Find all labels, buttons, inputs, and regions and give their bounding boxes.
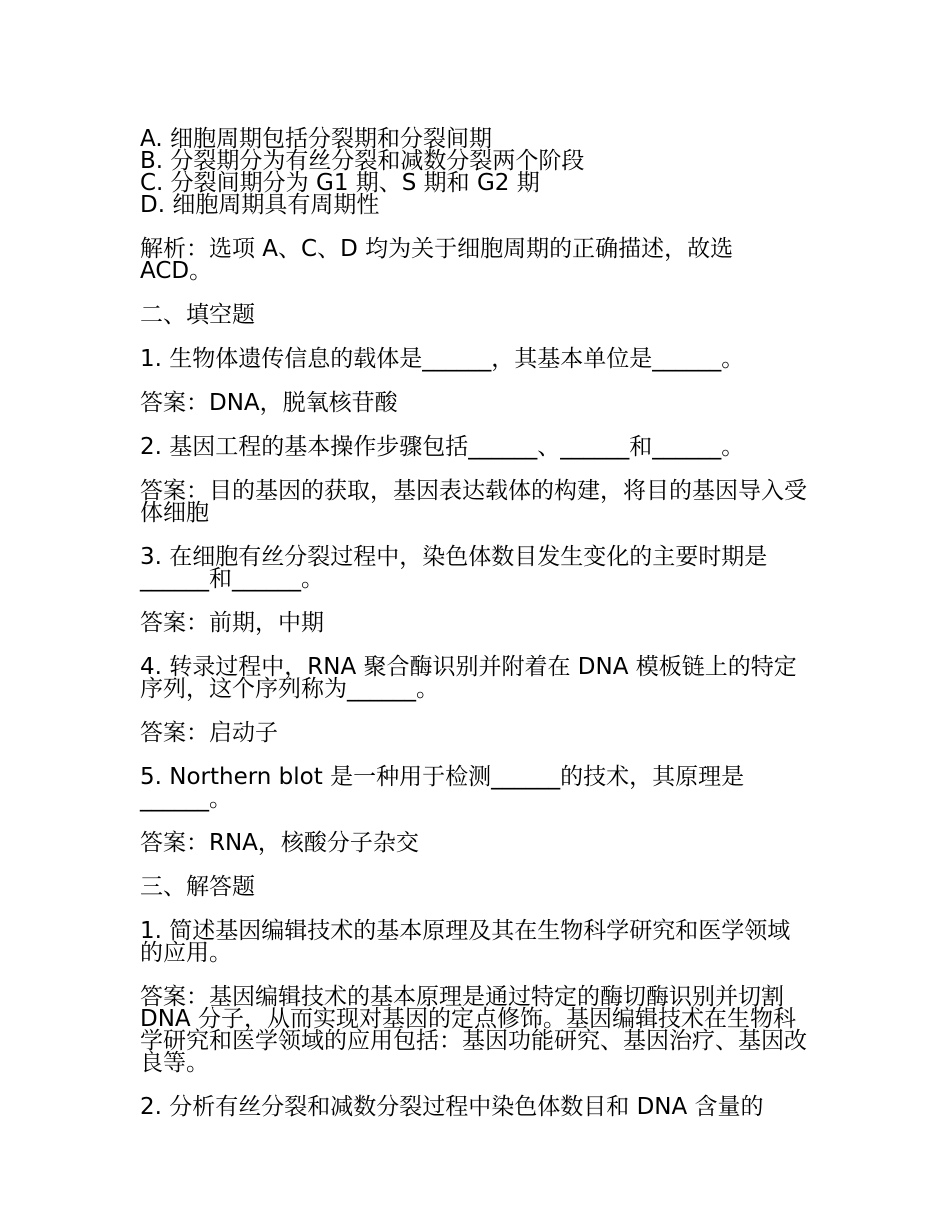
document-page bbox=[140, 128, 812, 1118]
fill-question-1: 1. 生物体遗传信息的载体是______，其基本单位是______。 bbox=[140, 346, 745, 372]
essay-question-1: 1. 简述基因编辑技术的基本原理及其在生物科学研究和医学领域的应用。 bbox=[140, 918, 791, 966]
fill-question-2: 2. 基因工程的基本操作步骤包括______、______和______。 bbox=[140, 434, 745, 460]
fill-answer-5: 答案：RNA，核酸分子杂交 bbox=[140, 830, 419, 856]
fill-question-3: 3. 在细胞有丝分裂过程中，染色体数目发生变化的主要时期是______和______。 bbox=[140, 544, 768, 592]
essay-question-2: 2. 分析有丝分裂和减数分裂过程中染色体数目和 DNA 含量的 bbox=[140, 1094, 764, 1120]
fill-answer-3: 答案：前期，中期 bbox=[140, 610, 324, 636]
option-list bbox=[140, 128, 812, 216]
fill-question-5: 5. Northern blot 是一种用于检测______的技术，其原理是______。 bbox=[140, 764, 745, 812]
option-c: C. 分裂间期分为 G1 期、S 期和 G2 期 bbox=[140, 170, 540, 196]
section-title-fill: 二、填空题 bbox=[140, 302, 255, 328]
section-title-essay: 三、解答题 bbox=[140, 874, 255, 900]
essay-answer-1: 答案：基因编辑技术的基本原理是通过特定的酶切酶识别并切割 DNA 分子，从而实现对基因的定点修饰。基因编辑技术在生物科学研究和医学领域的应用包括：基因功能研究、基因治疗、基因改良等。 bbox=[140, 984, 807, 1076]
analysis-text: 解析：选项 A、C、D 均为关于细胞周期的正确描述，故选 ACD。 bbox=[140, 236, 734, 284]
fill-answer-4: 答案：启动子 bbox=[140, 720, 278, 746]
fill-answer-1: 答案：DNA，脱氧核苷酸 bbox=[140, 390, 398, 416]
fill-question-4: 4. 转录过程中，RNA 聚合酶识别并附着在 DNA 模板链上的特定序列，这个序列称为______。 bbox=[140, 654, 797, 702]
option-a: A. 细胞周期包括分裂期和分裂间期 bbox=[140, 126, 492, 152]
option-b: B. 分裂期分为有丝分裂和减数分裂两个阶段 bbox=[140, 148, 585, 174]
fill-answer-2: 答案：目的基因的获取，基因表达载体的构建，将目的基因导入受体细胞 bbox=[140, 478, 807, 526]
option-d: D. 细胞周期具有周期性 bbox=[140, 192, 380, 218]
